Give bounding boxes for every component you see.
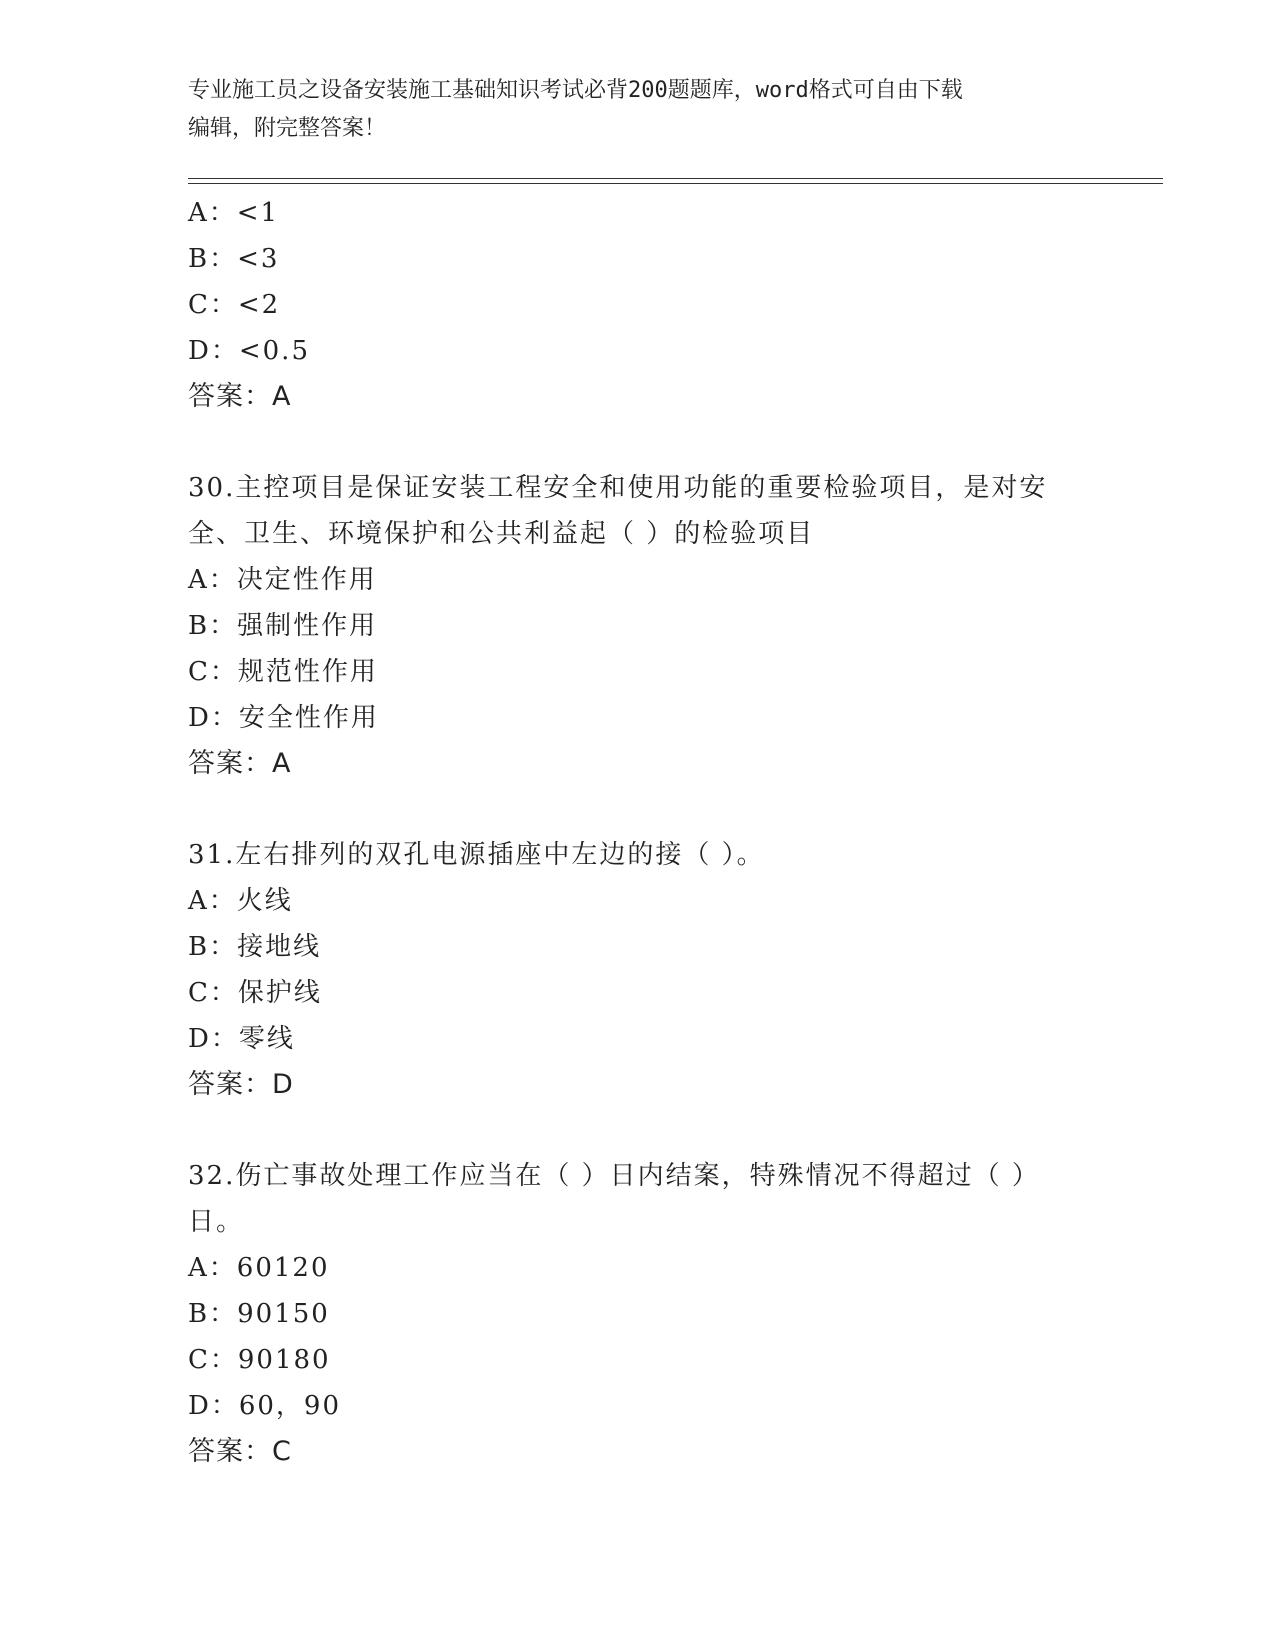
- answer-label: 答案：D: [188, 1069, 294, 1100]
- option-a: A：<1: [188, 198, 280, 228]
- option-d: D：60，90: [188, 1391, 342, 1421]
- spacer: [188, 1108, 1138, 1153]
- header-title-line-1: 专业施工员之设备安装施工基础知识考试必背200题题库，word格式可自由下载: [188, 78, 963, 103]
- option-d: D：安全性作用: [188, 703, 379, 733]
- option-c: C：保护线: [188, 978, 322, 1008]
- option-a: A：火线: [188, 886, 293, 916]
- option-a: A：决定性作用: [188, 565, 377, 595]
- document-header: [188, 72, 1088, 148]
- question-stem-line-2: 全、卫生、环境保护和公共利益起（ ）的检验项目: [188, 519, 815, 549]
- question-32: [188, 1153, 1138, 1475]
- spacer: [188, 787, 1138, 832]
- header-divider-top: [188, 178, 1163, 179]
- option-b: B：强制性作用: [188, 611, 378, 641]
- question-30: [188, 465, 1138, 787]
- option-b: B：接地线: [188, 932, 322, 962]
- question-stem-line-1: 30.主控项目是保证安装工程安全和使用功能的重要检验项目，是对安: [188, 473, 1048, 503]
- answer-label: 答案：A: [188, 748, 292, 779]
- question-list: [188, 190, 1138, 1475]
- option-c: C：规范性作用: [188, 657, 378, 687]
- question-stem-line-2: 日。: [188, 1207, 245, 1237]
- option-c: C：90180: [188, 1345, 331, 1375]
- option-c: C：<2: [188, 290, 281, 320]
- option-a: A：60120: [188, 1253, 330, 1283]
- answer-label: 答案：C: [188, 1436, 292, 1467]
- question-stem-line-1: 31.左右排列的双孔电源插座中左边的接（ ）。: [188, 840, 765, 870]
- answer-label: 答案：A: [188, 381, 292, 412]
- header-title-line-2: 编辑，附完整答案！: [188, 116, 387, 141]
- header-divider-bottom: [188, 183, 1163, 184]
- question-29: [188, 190, 1138, 420]
- question-31: [188, 832, 1138, 1108]
- option-b: B：90150: [188, 1299, 330, 1329]
- option-d: D：零线: [188, 1024, 295, 1054]
- option-d: D：<0.5: [188, 336, 310, 366]
- spacer: [188, 420, 1138, 465]
- question-stem-line-1: 32.伤亡事故处理工作应当在（ ）日内结案，特殊情况不得超过（ ）: [188, 1161, 1040, 1191]
- option-b: B：<3: [188, 244, 280, 274]
